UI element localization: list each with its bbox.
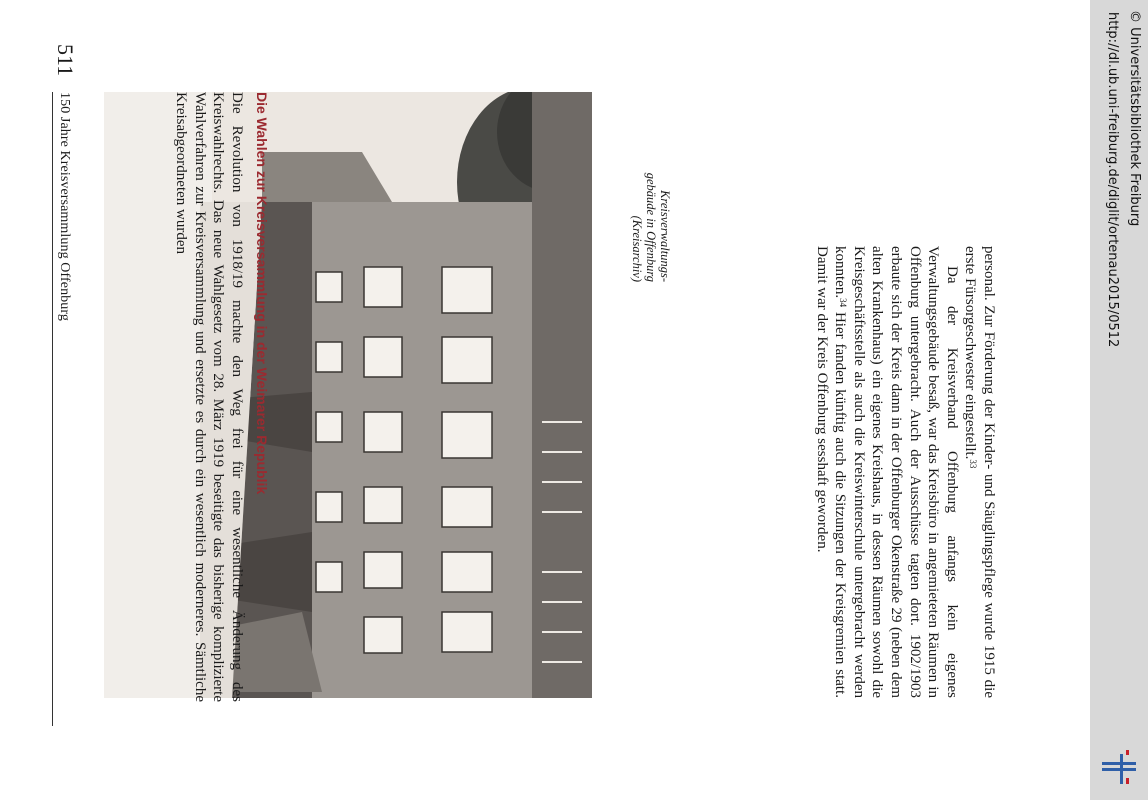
footnote-ref: 34 (838, 298, 849, 308)
page-number: 511 (53, 44, 78, 77)
source-url-link[interactable]: http://dl.ub.uni-freiburg.de/diglit/ortenau2015/0512 (1105, 12, 1120, 348)
library-logo-icon (1100, 748, 1138, 788)
header-rule (52, 92, 53, 726)
running-title: 150 Jahre Kreisversammlung Offenburg (57, 92, 72, 321)
section-heading: Die Wahlen zur Kreisversammlung in der Weimarer Republik (254, 92, 270, 495)
running-head (52, 44, 82, 718)
paragraph-text: Da der Kreisverband Offenburg anfangs kein eigenes Verwaltungsgebäude besaß, war das Kreisbüro in angemieteten Räumen in Offenburg untergebracht. Auch der Ausschüsse tagten dort. 1902/1903 erbaute sich der Kreis dann in der Offenburger Okenstraße 29 (neben dem alten Krankenhaus) ein eigenes Kreishaus, in dessen Räumen sowohl die Kreisgeschäftsstelle als auch die Kreiswinterschule untergebracht werden konnten. (832, 246, 960, 698)
digitization-sidebar (1090, 0, 1148, 800)
caption-line: (Kreisarchiv) (630, 215, 644, 282)
caption-line: gebäude in Offenburg (644, 172, 658, 282)
paragraph-text: personal. Zur Förderung der Kinder- und Säuglingspflege wurde 1915 die erste Fürsorgeschwester eingestellt. (962, 246, 997, 698)
paragraph-text: Hier fanden künftig auch die Sitzungen der Kreisgremien statt. Damit war der Kreis Offenburg sesshaft geworden. (813, 246, 849, 698)
caption-line: Kreisverwaltungs- (658, 190, 672, 282)
footnote-ref: 33 (968, 459, 979, 469)
body-text-lower (110, 92, 270, 702)
sidebar-text (1090, 0, 1148, 800)
copyright-notice: © Universitätsbibliothek Freiburg (1127, 10, 1142, 227)
body-text-upper (620, 246, 998, 698)
paragraph (812, 246, 961, 698)
paragraph: Die Revolution von 1918/19 machte den Weg frei für eine wesentliche Änderung des Kreiswahlrechts. Das neue Wahlgesetz vom 28. März 1919 beseitigte das bisherige komplizierte Wahlverfahren zur Kreisversammlung und ersetzte es durch ein wesentlich moderneres. Sämtliche Kreisabgeordneten wurden (173, 92, 245, 702)
paragraph (961, 246, 998, 698)
